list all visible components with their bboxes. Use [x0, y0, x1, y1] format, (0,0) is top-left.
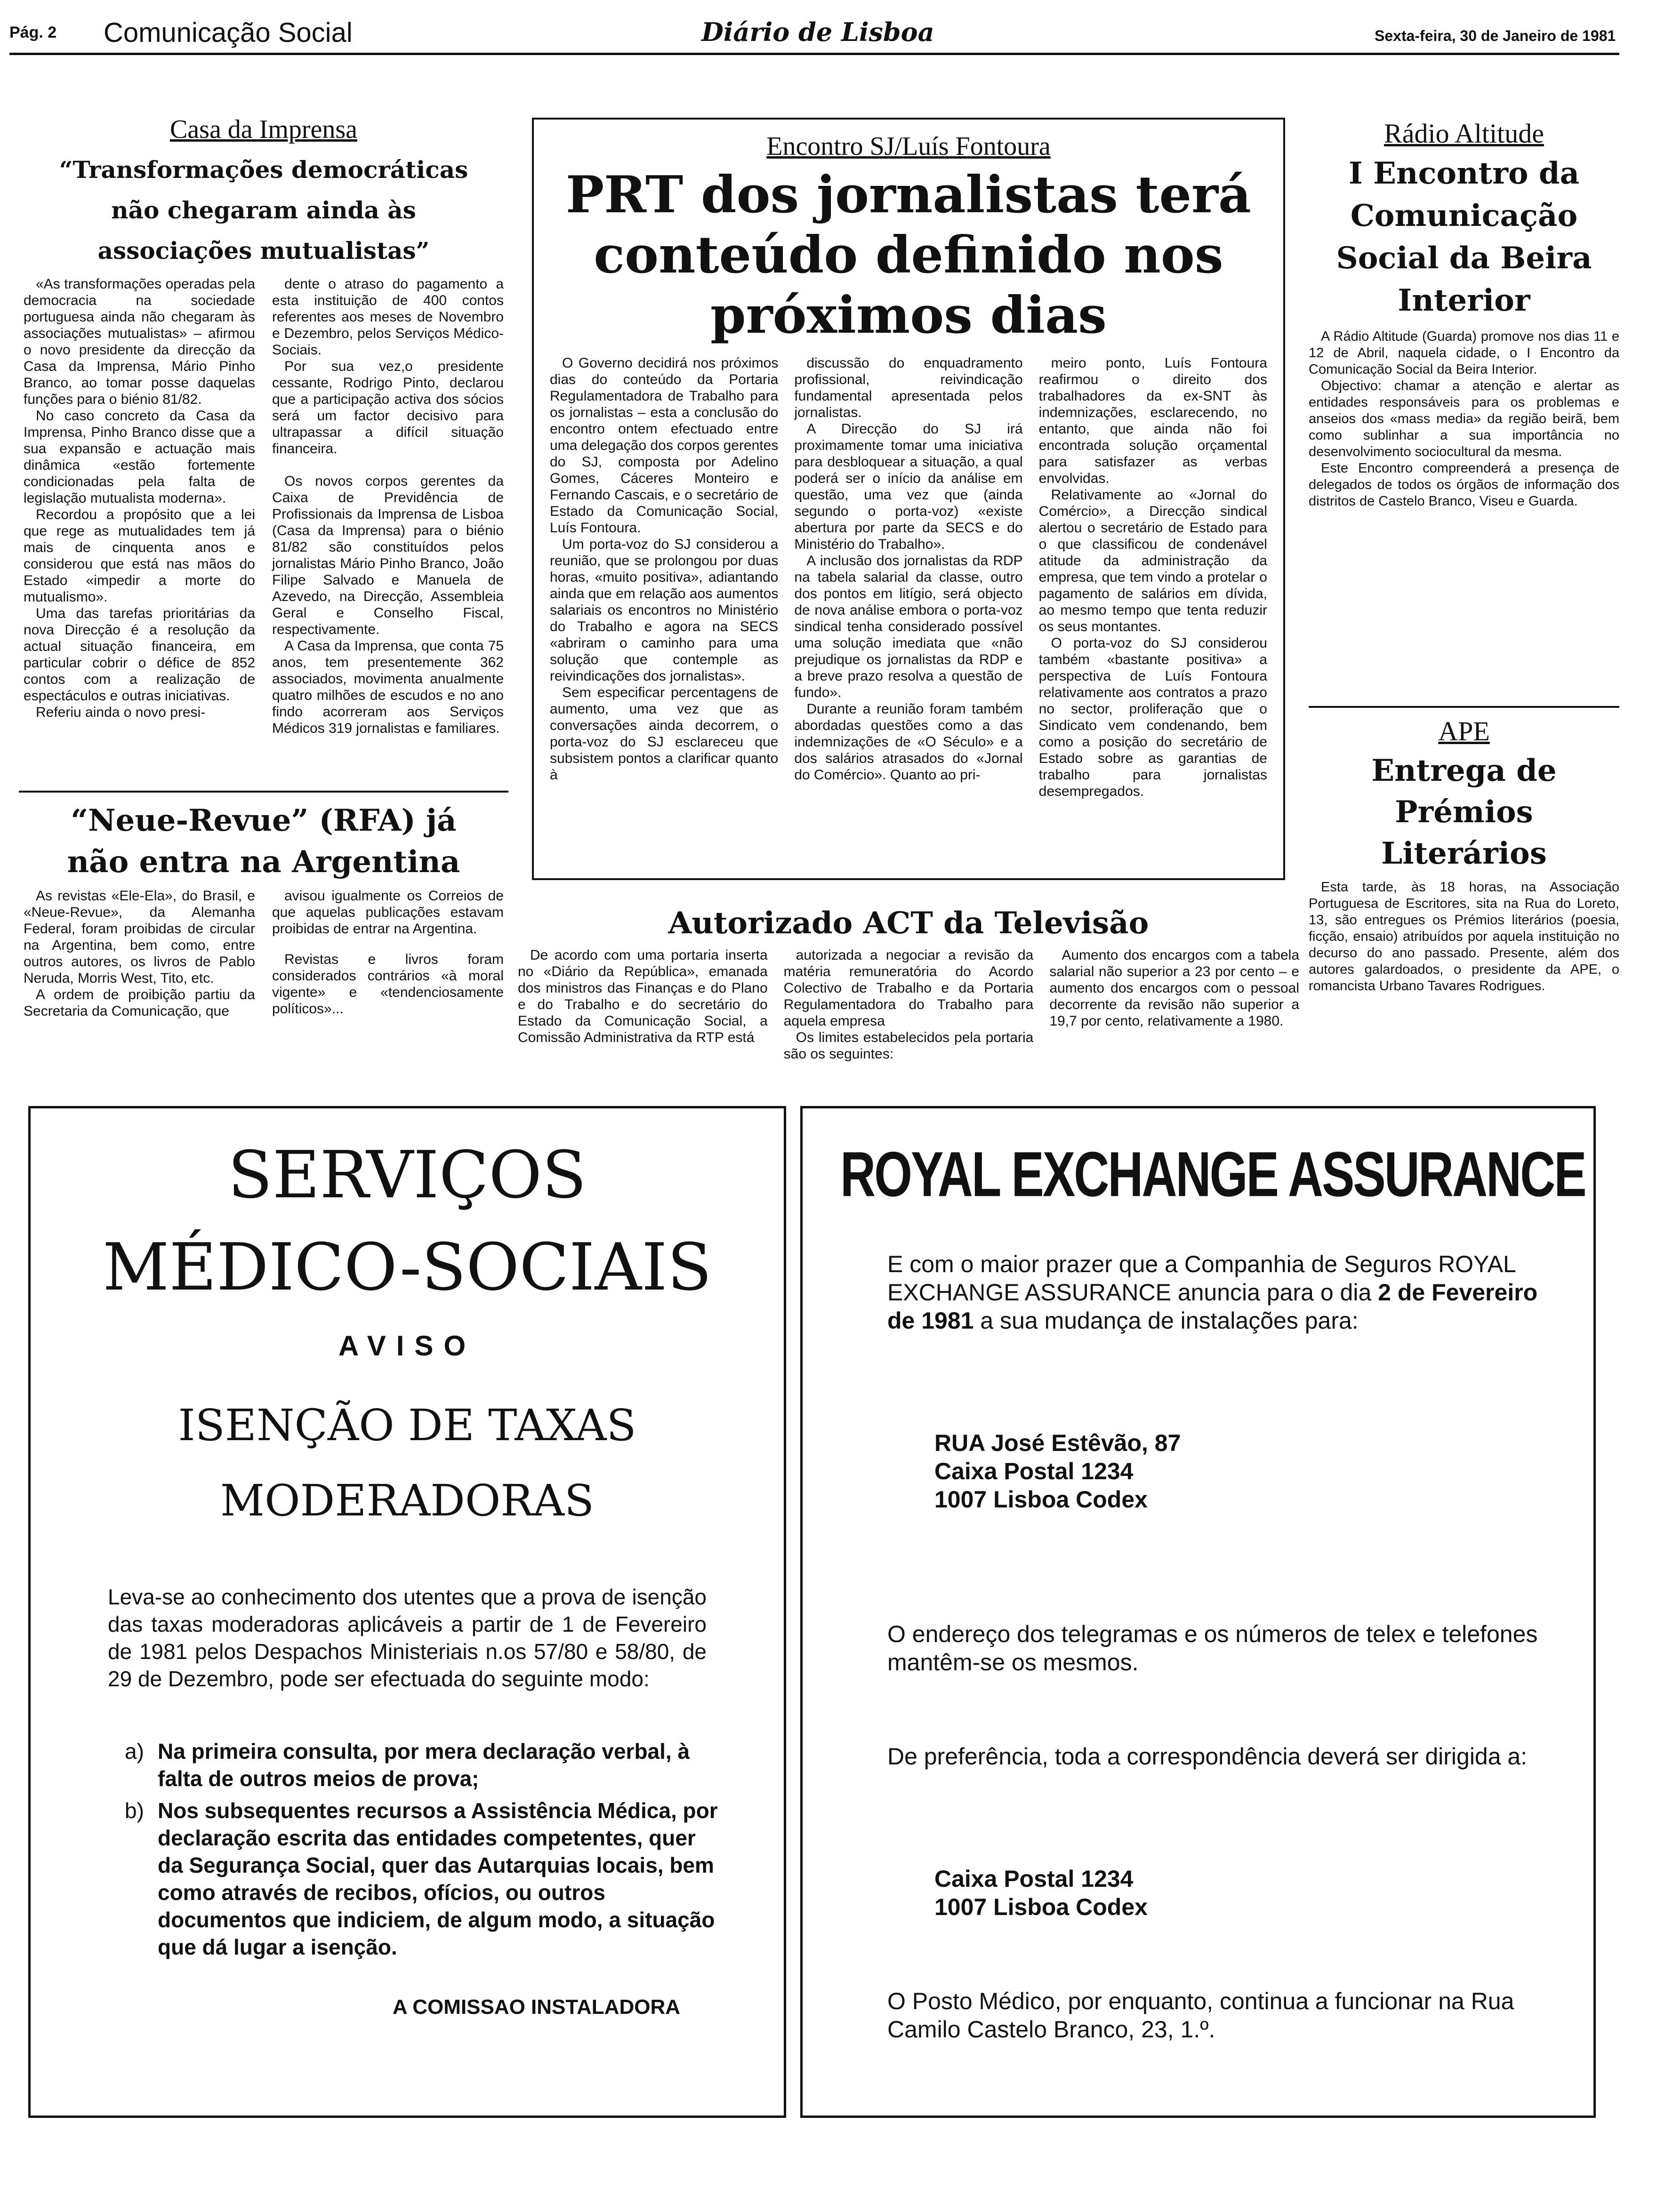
ad-title: ROYAL EXCHANGE ASSURANCE [840, 1139, 1585, 1210]
paragraph: A ordem de proibição partiu da Secretaria da Comunicação, que [24, 987, 255, 1019]
article-headline: PRT dos jornalistas terá conteúdo definido nos próximos dias [565, 165, 1252, 345]
paragraph: Relativamente ao «Jornal do Comércio», a Direcção sindical alertou o secretário de Estado para o que classificou de condenável atitude da administração da empresa, que tem vindo a protelar o pagamento de salários em dívida, ao mesmo tempo que tenta reduzir os seus montantes. [1038, 487, 1267, 634]
page-label: Pág. 2 [9, 24, 57, 41]
article-column-1 [24, 888, 255, 1019]
article-kicker: Casa da Imprensa [169, 115, 358, 144]
paragraph: Uma das tarefas prioritárias da nova Direcção é a resolução da actual situação financeira, em particular cobrir o défice de 852 contos com a realização de espectáculos e outras iniciativas. [24, 606, 255, 704]
article-column-3 [1039, 355, 1267, 800]
paragraph: Este Encontro compreenderá a presença de delegados de todos os órgãos de informação dos distritos de Castelo Branco, Viseu e Guarda. [1309, 461, 1619, 509]
article-column-2 [794, 355, 1022, 800]
article-column-1 [24, 276, 255, 737]
article-column-3 [1049, 947, 1299, 1062]
article-kicker: Encontro SJ/Luís Fontoura [766, 132, 1051, 161]
article-act-televisao [518, 904, 1299, 1092]
paragraph: Um porta-voz do SJ considerou a reunião, que se prolongou por duas horas, «muito positiva», adiantando ainda que em relação aos aumentos salariais os encontros no Ministério do Trabalho e agora na SECS «abriram o caminho para uma solução que contemple as reivindicações dos jornalistas». [550, 537, 779, 684]
paragraph: Revistas e livros foram considerados contrários «à moral vigente» e «tendenciosamente políticos»... [272, 952, 504, 1017]
ad-subtitle-line-2: MODERADORAS [220, 1475, 595, 1526]
ad-item-marker: a) [125, 1739, 144, 1763]
ad-intro-date: 2 de Fevereiro de 1981 [887, 1279, 1538, 1334]
ad-item-marker: b) [125, 1798, 144, 1823]
article-neue-revue [24, 800, 504, 1092]
paragraph: discussão do enquadramento profissional, reivindicação fundamental apresentada pelos jornalistas. [794, 355, 1023, 420]
ad-posto-note: O Posto Médico, por enquanto, continua a funcionar na Rua Camilo Castelo Branco, 23, 1.º. [887, 1988, 1514, 2043]
ad-servicos-medico-sociais [28, 1106, 786, 2118]
paper-name: Diário de Lisboa [701, 17, 934, 47]
ad-intro-text: E com o maior prazer que a Companhia de Seguros ROYAL EXCHANGE ASSURANCE anuncia para o dia [887, 1251, 1516, 1306]
ad-royal-exchange [800, 1106, 1596, 2118]
address-line: Caixa Postal 1234 [934, 1458, 1134, 1484]
ad-address-2 [840, 1865, 1556, 1921]
paragraph: Esta tarde, às 18 horas, na Associação Portuguesa de Escritores, sita na Rua do Loreto, 13, são entregues os Prémios literários (poesia, ficção, ensaio) atribuídos por aquela instituição no decurso do ano passado. Presente, além dos autores galardoados, o presidente da APE, o romancista Urbano Tavares Rodrigues. [1309, 880, 1619, 994]
paragraph: A Casa da Imprensa, que conta 75 anos, tem presentemente 362 associados, movimenta anualmente quatro milhões de escudos e no ano findo acorreram aos Serviços Médicos 319 jornalistas e familiares. [272, 638, 504, 736]
ad-title-line-2: MÉDICO-SOCIAIS [102, 1229, 712, 1305]
ad-signature: A COMISSAO INSTALADORA [392, 1996, 680, 2019]
ad-item-text: Nos subsequentes recursos a Assistência Médica, por declaração escrita das entidades competentes, quer da Segurança Social, quer das Autarquias locais, bem como através de recibos, ofícios, ou outros documentos que indiciem, de algum modo, a situação que dá lugar a isenção. [158, 1798, 718, 1959]
article-headline: “Neue-Revue” (RFA) já não entra na Argentina [67, 803, 460, 880]
paragraph: No caso concreto da Casa da Imprensa, Pinho Branco disse que a sua expansão e actuação mais dinâmica «estão fortemente condicionadas pela falta de legislação mutualista moderna». [24, 408, 255, 506]
paragraph: Referiu ainda o novo presi- [36, 705, 206, 720]
paragraph: O Governo decidirá nos próximos dias do conteúdo da Portaria Regulamentadora de Trabalho para os jornalistas – esta a conclusão do encontro ontem efectuado entre uma delegação dos corpos gerentes do SJ, composta por Adelino Gomes, Cáceres Monteiro e Fernando Cascais, e o secretário de Estado da Comunicação Social, Luís Fontoura. [550, 355, 779, 536]
article-headline: Autorizado ACT da Televisão [668, 906, 1149, 941]
paragraph: De acordo com uma portaria inserta no «Diário da República», emanada dos ministros das Finanças e do Plano e do Trabalho e do secretário do Estado da Comunicação Social, a Comissão Administrativa da RTP está [518, 947, 768, 1045]
article-headline: “Transformações democráticas não chegaram ainda às associações mutualistas” [59, 156, 468, 264]
masthead-rule [9, 53, 1619, 55]
masthead [9, 14, 1619, 56]
ad-item-text: Na primeira consulta, por mera declaração verbal, à falta de outros meios de prova; [158, 1739, 690, 1791]
paragraph: meiro ponto, Luís Fontoura reafirmou o direito dos trabalhadores da ex-SNT às indemnizações, esclarecendo, no entanto, que ainda não foi encontrada solução orçamental para satisfazer as verbas envolvidas. [1038, 355, 1267, 486]
paragraph: As revistas «Ele-Ela», do Brasil, e «Neue-Revue», da Alemanha Federal, foram proibidas de circular na Argentina, bem como, entre outros autores, os livros de Pablo Neruda, Morris West, Tito, etc. [24, 888, 255, 986]
ad-intro [840, 1250, 1556, 1335]
ad-address-1 [840, 1429, 1556, 1514]
paragraph: O porta-voz do SJ considerou também «bastante positiva» a perspectiva de Luís Fontoura relativamente aos contratos a prazo no sector, proliferação que o Sindicato vem condenando, bem como a posição do secretário de Estado sobre as garantias de trabalho para jornalistas desempregados. [1038, 635, 1267, 799]
ad-intro: Leva-se ao conhecimento dos utentes que a prova de isenção das taxas moderadoras aplicáveis a partir de 1 de Fevereiro de 1981 pelos Despachos Ministeriais n.os 57/80 e 58/80, de 29 de Dezembro, pode ser efectuada do seguinte modo: [108, 1585, 707, 1691]
article-column-2 [272, 276, 504, 737]
article-column-2 [784, 947, 1034, 1062]
article-casa-imprensa [24, 113, 504, 777]
column-rule [1309, 706, 1619, 708]
paragraph: avisou igualmente os Correios de que aquelas publicações estavam proibidas de entrar na Argentina. [272, 888, 504, 937]
paragraph: Sem especificar percentagens de aumento, uma vez que as conversações ainda decorrem, o porta-voz do SJ esclareceu que subsistem pontos a clarificar quanto à [550, 685, 779, 783]
article-headline: I Encontro da Comunicação Social da Beira Interior [1336, 156, 1592, 318]
ad-title-line-1: SERVIÇOS [228, 1137, 587, 1213]
paragraph: Por sua vez,o presidente cessante, Rodrigo Pinto, declarou que a participação activa dos sócios será um factor decisivo para ultrapassar a difícil situação financeira. [272, 359, 504, 457]
paragraph: Recordou a propósito que a lei que rege as mutualidades tem já mais de cinquenta anos e considerou que está nas mãos do Estado «impedir a morte do mutualismo». [24, 507, 255, 605]
address-line: 1007 Lisboa Codex [934, 1486, 1148, 1513]
article-ape [1309, 715, 1619, 1092]
article-headline: Entrega de Prémios Literários [1371, 753, 1557, 871]
address-line: Caixa Postal 1234 [934, 1866, 1134, 1892]
paragraph: Os novos corpos gerentes da Caixa de Previdência de Profissionais da Imprensa de Lisboa (Casa da Imprensa) para o biénio 81/82 são constituídos pelos jornalistas Mário Pinho Branco, João Filipe Salvado e Manuela de Azevedo, na Direcção, Assembleia Geral e Conselho Fiscal, respectivamente. [272, 473, 504, 637]
address-line: 1007 Lisboa Codex [934, 1894, 1148, 1920]
paragraph: Os limites estabelecidos pela portaria são os seguintes: [783, 1030, 1034, 1062]
article-column-1 [550, 355, 778, 800]
paragraph: Durante a reunião foram também abordadas questões como a das indemnizações de «O Século» e a dos salários atrasados do «Jornal do Comércio». Quanto ao pri- [794, 701, 1023, 783]
masthead-date: Sexta-feira, 30 de Janeiro de 1981 [1375, 27, 1616, 44]
article-kicker: Rádio Altitude [1384, 118, 1544, 149]
paragraph: «As transformações operadas pela democracia na sociedade portuguesa ainda não chegaram às associações mutualistas» – afirmou o novo presidente da direcção da Casa da Imprensa, Mário Pinho Branco, ao tomar posse daquelas funções para o biénio 81/82. [24, 276, 255, 407]
paragraph: Aumento dos encargos com a tabela salarial não superior a 23 por cento – e aumento dos encargos com o pessoal decorrente da revisão não superior a 19,7 por cento, relativamente a 1980. [1049, 947, 1300, 1029]
ad-aviso: AVISO [338, 1330, 476, 1362]
section-title: Comunicação Social [104, 17, 353, 48]
ad-subtitle-line-1: ISENÇÃO DE TAXAS [178, 1400, 636, 1451]
article-body [1309, 879, 1619, 994]
ad-item [125, 1797, 718, 1961]
ad-correspondence-note: De preferência, toda a correspondência deverá ser dirigida a: [887, 1743, 1528, 1770]
article-column-2 [272, 888, 504, 1019]
article-radio-altitude [1309, 118, 1619, 697]
paragraph: A Direcção do SJ irá proximamente tomar uma iniciativa para desbloquear a situação, a qual poderá ser o início da análise em questão, uma vez que (ainda segundo o porta-voz) «existe abertura por parte da SECS e do Ministério do Trabalho». [794, 421, 1023, 552]
paragraph: autorizada a negociar a revisão da matéria remuneratória do Acordo Colectivo de Trabalho e da Portaria Regulamentadora do Trabalho para aquela empresa [783, 947, 1034, 1029]
article-kicker: APE [1438, 716, 1490, 746]
article-prt-box [532, 118, 1285, 880]
paragraph: A Rádio Altitude (Guarda) promove nos dias 11 e 12 de Abril, naquela cidade, o I Encontro da Comunicação Social da Beira Interior. [1309, 329, 1619, 377]
paragraph: Objectivo: chamar a atenção e alertar as entidades responsáveis para os problemas e anseios dos «mass media» da região beirã, bem como sublinhar a sua importância no desenvolvimento sociocultural da mesma. [1309, 378, 1619, 459]
article-body [1309, 329, 1619, 510]
ad-telegram-note: O endereço dos telegramas e os números de telex e telefones mantêm-se os mesmos. [887, 1621, 1538, 1675]
column-rule [19, 791, 508, 793]
address-line: RUA José Estêvão, 87 [934, 1430, 1181, 1456]
paragraph: dente o atraso do pagamento a esta instituição de 400 contos referentes aos meses de Novembro e Dezembro, pelos Serviços Médico-Sociais. [272, 276, 504, 358]
paragraph: A inclusão dos jornalistas da RDP na tabela salarial da classe, outro dos pontos em litígio, será objecto de nova análise embora o porta-voz sindical tenha considerado possível uma solução imediata que «não prejudique os jornalistas da RDP e a breve prazo resolva a questão de fundo». [794, 553, 1023, 700]
ad-intro-tail: a sua mudança de instalações para: [980, 1307, 1359, 1334]
article-column-1 [518, 947, 768, 1062]
ad-item [125, 1738, 718, 1792]
ad-items [97, 1738, 718, 1961]
